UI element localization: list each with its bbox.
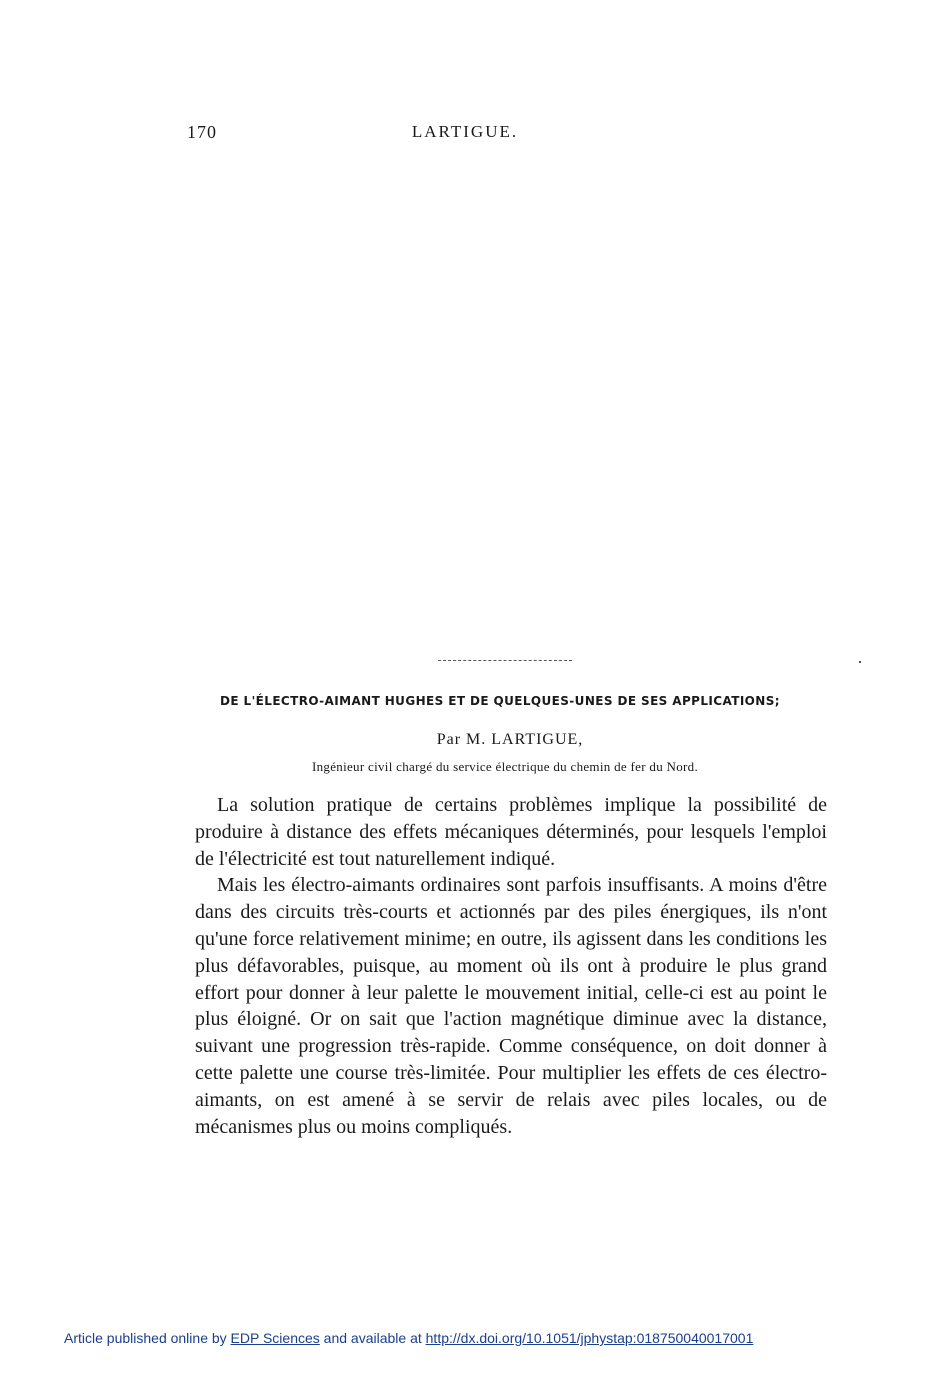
publisher-link[interactable]: EDP Sciences xyxy=(230,1330,320,1346)
separator-rule xyxy=(438,660,572,661)
footer-middle: and available at xyxy=(319,1330,426,1346)
body-text xyxy=(195,792,827,1140)
page-number: 170 xyxy=(187,122,217,142)
article-title: DE L'ÉLECTRO-AIMANT HUGHES ET DE QUELQUES-UNES DE SES APPLICATIONS; xyxy=(220,694,780,708)
publication-footer xyxy=(64,1330,753,1346)
author-affiliation: Ingénieur civil chargé du service électrique du chemin de fer du Nord. xyxy=(311,759,699,774)
doi-link[interactable]: http://dx.doi.org/10.1051/jphystap:018750040017001 xyxy=(425,1330,754,1346)
stray-dot xyxy=(859,661,861,663)
author-line: Par M. LARTIGUE, xyxy=(436,731,584,748)
running-head: LARTIGUE. xyxy=(411,122,519,141)
footer-prefix: Article published online by xyxy=(64,1330,231,1346)
paragraph-2: Mais les électro-aimants ordinaires sont parfois insuffisants. A moins d'être dans des circuits très-courts et actionnés par des piles énergiques, ils n'ont qu'une force relativement minime; en outre, ils agissent dans les conditions les plus défavorables, puisque, au moment où ils ont à produire le plus grand effort pour donner à leur palette le mouvement initial, celle-ci est au point le plus éloigné. Or on sait que l'action magnétique diminue avec la distance, suivant une progression très-rapide. Comme conséquence, on doit donner à cette palette une course très-limitée. Pour multiplier les effets de ces électro-aimants, on est amené à se servir de relais avec piles locales, ou de mécanismes plus ou moins compliqués. xyxy=(195,874,827,1138)
paragraph-1: La solution pratique de certains problèmes implique la possibilité de produire à distance des effets mécaniques déterminés, pour lesquels l'emploi de l'électricité est tout naturellement indiqué. xyxy=(195,794,827,870)
